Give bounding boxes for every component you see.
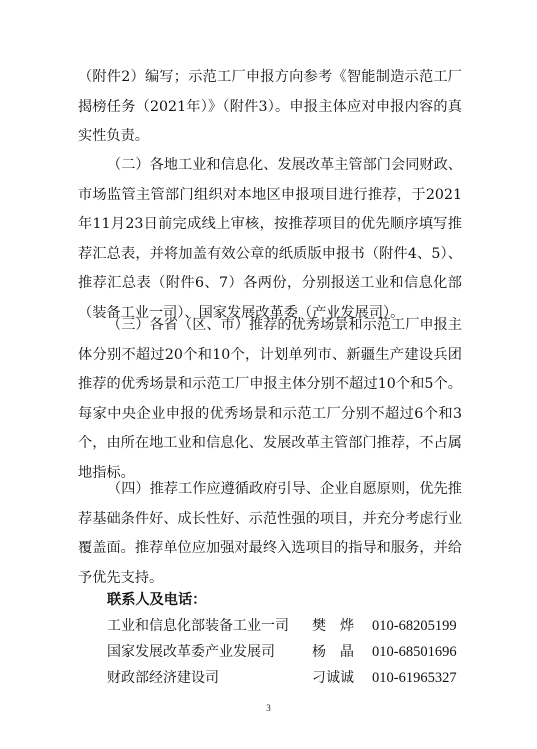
contact-phone: 010-68205199 <box>372 618 457 634</box>
paragraph-attachment-note: （附件2）编写；示范工厂申报方向参考《智能制造示范工厂揭榜任务（2021年）》（附件3）。申报主体应对申报内容的真实性负责。 <box>78 69 462 145</box>
contact-row <box>107 614 467 638</box>
contact-name: 杨 晶 <box>312 644 354 660</box>
contact-phone: 010-61965327 <box>372 670 457 686</box>
page-number: 3 <box>266 703 271 713</box>
paragraph-section-2: （二）各地工业和信息化、发展改革主管部门会同财政、市场监管主管部门组织对本地区申报项目进行推荐，于2021年11月23日前完成线上审核，按推荐项目的优先顺序填写推荐汇总表，并将加盖有效公章的纸质版申报书（附件4、5）、推荐汇总表（附件6、7）各两份，分别报送工业和信息化部（装备工业一司）、国家发展改革委（产业发展司）。 <box>78 157 462 321</box>
contact-org: 财政部经济建设司 <box>107 670 219 686</box>
contact-row <box>107 640 467 664</box>
contact-name: 樊 烨 <box>312 618 354 634</box>
contact-org: 工业和信息化部装备工业一司 <box>107 618 289 634</box>
contact-row <box>107 666 467 690</box>
contacts-title: 联系人及电话： <box>107 592 207 608</box>
paragraph-section-3: （三）各省（区、市）推荐的优秀场景和示范工厂申报主体分别不超过20个和10个，计划单列市、新疆生产建设兵团推荐的优秀场景和示范工厂申报主体分别不超过10个和5个。每家中央企业申报的优秀场景和示范工厂分别不超过6个和3个，由所在地工业和信息化、发展改革主管部门推荐，不占属地指标。 <box>78 317 462 481</box>
paragraph-section-4: （四）推荐工作应遵循政府引导、企业自愿原则，优先推荐基础条件好、成长性好、示范性强的项目，并充分考虑行业覆盖面。推荐单位应加强对最终入选项目的指导和服务，并给予优先支持。 <box>78 481 462 586</box>
contact-name: 刁诚诚 <box>312 670 354 686</box>
contact-org: 国家发展改革委产业发展司 <box>107 644 275 660</box>
contact-phone: 010-68501696 <box>372 644 457 660</box>
